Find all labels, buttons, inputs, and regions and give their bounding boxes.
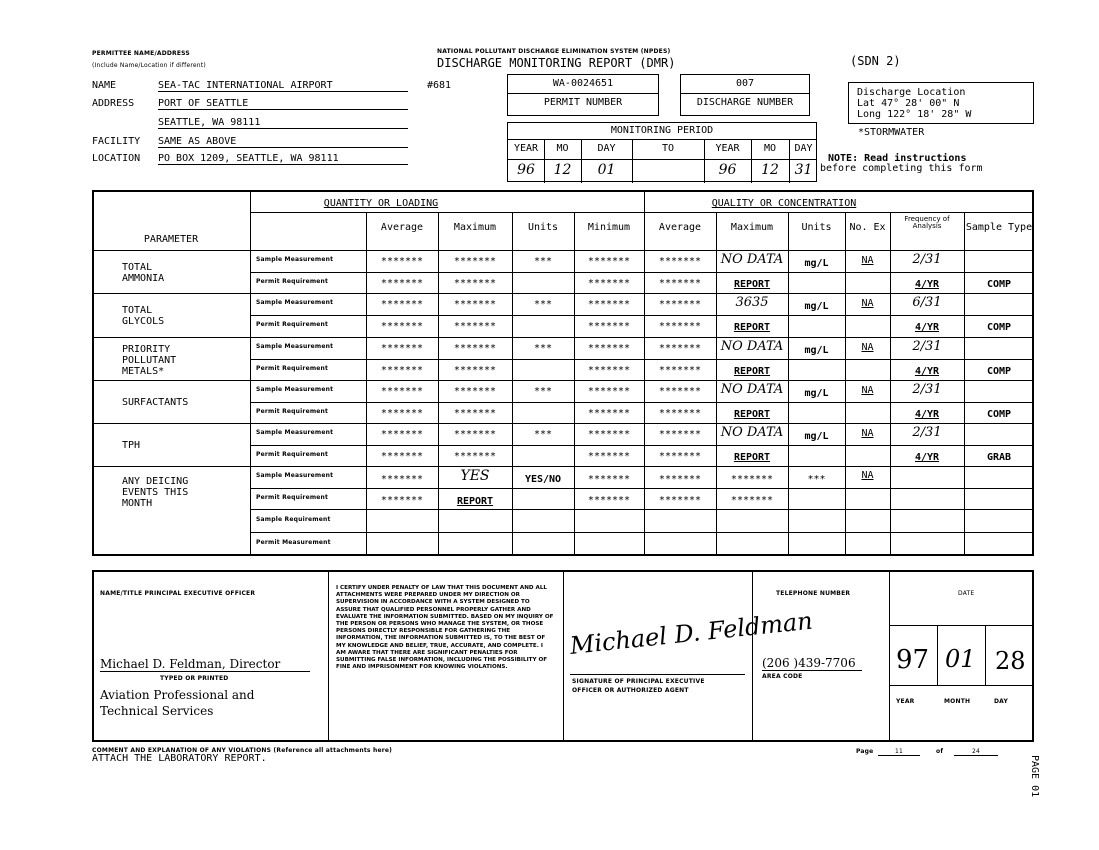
- permit-requirement-label: Permit Requirement: [256, 408, 329, 415]
- parameter-name: EVENTS THIS: [122, 487, 189, 498]
- typed-label: TYPED OR PRINTED: [160, 675, 229, 682]
- sample-measurement-label: Sample Measurement: [256, 343, 334, 350]
- date-year: 97: [896, 645, 930, 675]
- stars-cell: *******: [587, 408, 631, 419]
- address-line1: PORT OF SEATTLE: [158, 98, 408, 110]
- stars-cell: *******: [380, 278, 424, 289]
- telephone-number: (206 )439-7706: [762, 656, 862, 671]
- stars-cell: *******: [380, 321, 424, 332]
- discharge-number-label: DISCHARGE NUMBER: [696, 97, 794, 108]
- signature: Michael D. Feldman: [568, 606, 814, 660]
- permit-maximum: REPORT: [733, 279, 771, 290]
- form-title: DISCHARGE MONITORING REPORT (DMR): [437, 56, 676, 70]
- mp-col-mo: MO: [556, 143, 569, 154]
- stars-cell: *******: [587, 451, 631, 462]
- parameter-name: POLLUTANT: [122, 355, 177, 366]
- month-label: MONTH: [944, 698, 971, 705]
- table-rule: [250, 315, 1034, 316]
- comment-label: COMMENT AND EXPLANATION OF ANY VIOLATIONS (Reference all attachments here): [92, 747, 393, 754]
- quantity-units: ***: [533, 299, 553, 310]
- id-code: #681: [427, 80, 452, 91]
- column-header: Average: [658, 222, 702, 233]
- discharge-number: 007: [735, 78, 755, 89]
- quantity-units: ***: [533, 429, 553, 440]
- discharge-location-box: [848, 82, 1034, 124]
- sample-type: COMP: [986, 279, 1012, 290]
- permit-maximum: REPORT: [733, 409, 771, 420]
- required-frequency: 4/YR: [914, 322, 940, 333]
- stormwater-note: *STORMWATER: [858, 127, 925, 138]
- sample-frequency: 2/31: [912, 339, 942, 354]
- quality-header: QUALITY OR CONCENTRATION: [711, 198, 857, 209]
- required-frequency: 4/YR: [914, 279, 940, 290]
- table-rule: [250, 212, 1034, 213]
- latitude: Lat 47° 28' 00" N: [857, 98, 960, 109]
- officer-label: NAME/TITLE PRINCIPAL EXECUTIVE OFFICER: [100, 590, 256, 597]
- stars-cell: *******: [658, 474, 702, 485]
- mp-value: 96: [718, 162, 737, 178]
- location-label: LOCATION: [92, 153, 141, 164]
- stars-cell: *******: [587, 365, 631, 376]
- stars-cell: *******: [380, 299, 424, 310]
- facility-value: SAME AS ABOVE: [158, 136, 408, 148]
- sample-requirement-label: Sample Requirement: [256, 516, 331, 523]
- table-rule: [92, 380, 1034, 381]
- of-label: of: [936, 748, 944, 755]
- stars-cell: *******: [380, 429, 424, 440]
- table-rule: [92, 337, 1034, 338]
- stars-cell: *******: [380, 451, 424, 462]
- column-header: Frequency of Analysis: [904, 215, 950, 230]
- mp-col-year: YEAR: [715, 143, 740, 154]
- parameter-name: MONTH: [122, 498, 153, 509]
- stars-cell: *******: [453, 321, 497, 332]
- column-header: Maximum: [453, 222, 497, 233]
- address-label: ADDRESS: [92, 98, 135, 109]
- stars-cell: *******: [380, 408, 424, 419]
- stars-cell: *******: [658, 408, 702, 419]
- deicing-conc-units: ***: [807, 474, 826, 485]
- mp-value: 31: [794, 162, 813, 178]
- mp-value: 12: [553, 162, 572, 178]
- stars-cell: *******: [658, 343, 702, 354]
- address-line2: SEATTLE, WA 98111: [158, 117, 408, 129]
- table-column-rule: [964, 212, 965, 556]
- attach-text: ATTACH THE LABORATORY REPORT.: [92, 753, 267, 764]
- stars-cell: *******: [453, 386, 497, 397]
- discharge-number-box: [680, 74, 810, 116]
- column-header: Sample Type: [965, 222, 1033, 233]
- stars-cell: *******: [587, 256, 631, 267]
- column-header: Maximum: [730, 222, 774, 233]
- monitoring-period-box: [507, 122, 817, 182]
- facility-label: FACILITY: [92, 136, 141, 147]
- sample-measurement-label: Sample Measurement: [256, 472, 334, 479]
- area-code-label: AREA CODE: [762, 673, 803, 680]
- location-value: PO BOX 1209, SEATTLE, WA 98111: [158, 153, 408, 165]
- sample-frequency: 2/31: [912, 252, 942, 267]
- stars-cell: *******: [730, 495, 774, 506]
- include-label: (Include Name/Location if different): [92, 62, 206, 69]
- concentration-units: mg/L: [804, 388, 829, 399]
- page-label: Page: [856, 748, 874, 755]
- name-label: NAME: [92, 80, 117, 91]
- column-header: Units: [527, 222, 559, 233]
- stars-cell: *******: [453, 256, 497, 267]
- no-ex: NA: [861, 298, 874, 309]
- required-frequency: 4/YR: [914, 452, 940, 463]
- mp-col-to: TO: [661, 143, 675, 154]
- table-rule: [92, 250, 1034, 251]
- mp-col-day: DAY: [794, 143, 813, 154]
- date-month: 01: [945, 645, 976, 673]
- sample-type: COMP: [986, 366, 1012, 377]
- table-column-rule: [250, 190, 251, 556]
- permit-requirement-label: Permit Requirement: [256, 321, 329, 328]
- dept-line2: Technical Services: [100, 704, 214, 718]
- year-label: YEAR: [896, 698, 915, 705]
- table-rule: [250, 488, 1034, 489]
- page-number: 11: [878, 748, 920, 756]
- mp-col-day: DAY: [597, 143, 616, 154]
- parameter-name: PRIORITY: [122, 344, 171, 355]
- no-ex: NA: [861, 428, 874, 439]
- note-line2: before completing this form: [820, 163, 983, 174]
- sample-frequency: 6/31: [912, 295, 942, 310]
- sample-maximum: NO DATA: [720, 339, 784, 354]
- permittee-label: PERMITTEE NAME/ADDRESS: [92, 50, 190, 57]
- sample-type: COMP: [986, 409, 1012, 420]
- required-frequency: 4/YR: [914, 409, 940, 420]
- stars-cell: *******: [453, 278, 497, 289]
- sample-frequency: 2/31: [912, 425, 942, 440]
- concentration-units: mg/L: [804, 345, 829, 356]
- permit-requirement-label: Permit Requirement: [256, 451, 329, 458]
- certification-text: I CERTIFY UNDER PENALTY OF LAW THAT THIS DOCUMENT AND ALL ATTACHMENTS WERE PREPARED UNDER MY DIRECTION OR SUPERVISION IN ACCORDANCE WITH A SYSTEM DESIGNED TO ASSURE THAT QUALIFIED PERSONNEL PROPERLY GATHER AND EVALUATE THE INFORMATION SUBMITTED. BASED ON MY INQUIRY OF THE PERSON OR PERSONS WHO MANAGE THE SYSTEM, OR THOSE PERSONS DIRECTLY RESPONSIBLE FOR GATHERING THE INFORMATION, THE INFORMATION SUBMITTED IS, TO THE BEST OF MY KNOWLEDGE AND BELIEF, TRUE, ACCURATE, AND COMPLETE. I AM AWARE THAT THERE ARE SIGNIFICANT PENALTIES FOR SUBMITTING FALSE INFORMATION, INCLUDING THE POSSIBILITY OF FINE AND IMPRISONMENT FOR KNOWING VIOLATIONS.: [336, 585, 554, 671]
- stars-cell: *******: [380, 256, 424, 267]
- longitude: Long 122° 18' 28" W: [857, 109, 972, 120]
- concentration-units: mg/L: [804, 258, 829, 269]
- sdn-label: (SDN 2): [850, 54, 901, 68]
- table-rule: [250, 445, 1034, 446]
- stars-cell: *******: [587, 386, 631, 397]
- stars-cell: *******: [587, 278, 631, 289]
- permit-maximum: REPORT: [733, 366, 771, 377]
- monitoring-period-label: MONITORING PERIOD: [610, 125, 714, 136]
- date-day: 28: [995, 647, 1026, 675]
- deicing-requirement: REPORT: [456, 496, 494, 507]
- sample-maximum: 3635: [735, 295, 769, 310]
- stars-cell: *******: [380, 365, 424, 376]
- note-line1: NOTE: Read instructions: [828, 153, 967, 164]
- stars-cell: *******: [658, 299, 702, 310]
- stars-cell: *******: [658, 365, 702, 376]
- quantity-units: ***: [533, 343, 553, 354]
- mp-value: 01: [597, 162, 616, 178]
- date-label: DATE: [958, 590, 975, 597]
- stars-cell: *******: [453, 408, 497, 419]
- permit-requirement-label: Permit Requirement: [256, 494, 329, 501]
- sample-maximum: NO DATA: [720, 382, 784, 397]
- name-value: SEA-TAC INTERNATIONAL AIRPORT: [158, 80, 408, 92]
- parameter-name: TOTAL: [122, 262, 153, 273]
- parameter-name: TPH: [122, 440, 141, 451]
- table-rule: [250, 509, 1034, 510]
- stars-cell: *******: [380, 495, 424, 506]
- permit-requirement-label: Permit Requirement: [256, 278, 329, 285]
- signature-label2: OFFICER OR AUTHORIZED AGENT: [572, 687, 689, 694]
- parameter-name: ANY DEICING: [122, 476, 189, 487]
- stars-cell: *******: [453, 299, 497, 310]
- parameter-header: PARAMETER: [143, 234, 199, 245]
- permit-maximum: REPORT: [733, 322, 771, 333]
- parameter-name: TOTAL: [122, 305, 153, 316]
- permit-number-box: [507, 74, 659, 116]
- column-header: No. Ex: [849, 222, 886, 233]
- table-rule: [250, 359, 1034, 360]
- concentration-units: mg/L: [804, 431, 829, 442]
- signature-label1: SIGNATURE OF PRINCIPAL EXECUTIVE: [572, 678, 705, 685]
- stars-cell: *******: [380, 343, 424, 354]
- mp-col-year: YEAR: [513, 143, 539, 154]
- permit-requirement-label: Permit Requirement: [256, 365, 329, 372]
- concentration-units: mg/L: [804, 301, 829, 312]
- page-total: 24: [954, 748, 998, 756]
- stars-cell: *******: [587, 299, 631, 310]
- stars-cell: *******: [453, 365, 497, 376]
- stars-cell: *******: [658, 256, 702, 267]
- deicing-units: YES/NO: [524, 474, 562, 485]
- stars-cell: *******: [587, 429, 631, 440]
- sample-measurement-label: Sample Measurement: [256, 429, 334, 436]
- quantity-header: QUANTITY OR LOADING: [323, 198, 439, 209]
- required-frequency: 4/YR: [914, 366, 940, 377]
- sample-maximum: NO DATA: [720, 252, 784, 267]
- permit-measurement-label: Permit Measurement: [256, 539, 331, 546]
- parameter-name: METALS*: [122, 366, 165, 377]
- table-rule: [250, 532, 1034, 533]
- column-header: Units: [801, 222, 832, 233]
- stars-cell: *******: [453, 429, 497, 440]
- discharge-location-title: Discharge Location: [857, 87, 966, 98]
- stars-cell: *******: [658, 429, 702, 440]
- quantity-units: ***: [533, 386, 553, 397]
- stars-cell: *******: [587, 495, 631, 506]
- sample-maximum: NO DATA: [720, 425, 784, 440]
- stars-cell: *******: [658, 321, 702, 332]
- no-ex: NA: [861, 385, 874, 396]
- table-rule: [92, 293, 1034, 294]
- no-ex: NA: [861, 470, 874, 481]
- stars-cell: *******: [587, 474, 631, 485]
- sample-frequency: 2/31: [912, 382, 942, 397]
- stars-cell: *******: [658, 386, 702, 397]
- deicing-answer: YES: [460, 468, 490, 484]
- telephone-label: TELEPHONE NUMBER: [776, 590, 851, 597]
- table-rule: [92, 466, 1034, 467]
- officer-name: Michael D. Feldman, Director: [100, 657, 310, 672]
- stars-cell: *******: [380, 386, 424, 397]
- table-rule: [250, 272, 1034, 273]
- stars-cell: *******: [730, 474, 774, 485]
- sample-type: GRAB: [986, 452, 1012, 463]
- sample-measurement-label: Sample Measurement: [256, 299, 334, 306]
- mp-value: 12: [761, 162, 779, 178]
- stars-cell: *******: [453, 451, 497, 462]
- table-rule: [250, 402, 1034, 403]
- dept-line1: Aviation Professional and: [100, 688, 255, 702]
- stars-cell: *******: [658, 495, 702, 506]
- stars-cell: *******: [453, 343, 497, 354]
- side-page-label: PAGE 01: [1029, 755, 1040, 798]
- permit-number-label: PERMIT NUMBER: [543, 97, 623, 108]
- parameter-name: SURFACTANTS: [122, 397, 189, 408]
- table-rule: [92, 423, 1034, 424]
- permit-maximum: REPORT: [733, 452, 771, 463]
- stars-cell: *******: [587, 321, 631, 332]
- quantity-units: ***: [533, 256, 553, 267]
- sample-type: COMP: [986, 322, 1012, 333]
- column-header: Minimum: [587, 222, 631, 233]
- no-ex: NA: [861, 255, 874, 266]
- column-header: Average: [380, 222, 424, 233]
- no-ex: NA: [861, 342, 874, 353]
- sample-measurement-label: Sample Measurement: [256, 386, 334, 393]
- stars-cell: *******: [587, 343, 631, 354]
- permit-number: WA-0024651: [552, 78, 614, 89]
- npdes-label: NATIONAL POLLUTANT DISCHARGE ELIMINATION SYSTEM (NPDES): [437, 48, 671, 55]
- parameter-name: AMMONIA: [122, 273, 165, 284]
- day-label: DAY: [994, 698, 1008, 705]
- stars-cell: *******: [380, 474, 424, 485]
- sample-measurement-label: Sample Measurement: [256, 256, 334, 263]
- mp-col-mo: MO: [763, 143, 777, 154]
- mp-value: 96: [517, 162, 535, 178]
- parameter-name: GLYCOLS: [122, 316, 165, 327]
- stars-cell: *******: [658, 451, 702, 462]
- stars-cell: *******: [658, 278, 702, 289]
